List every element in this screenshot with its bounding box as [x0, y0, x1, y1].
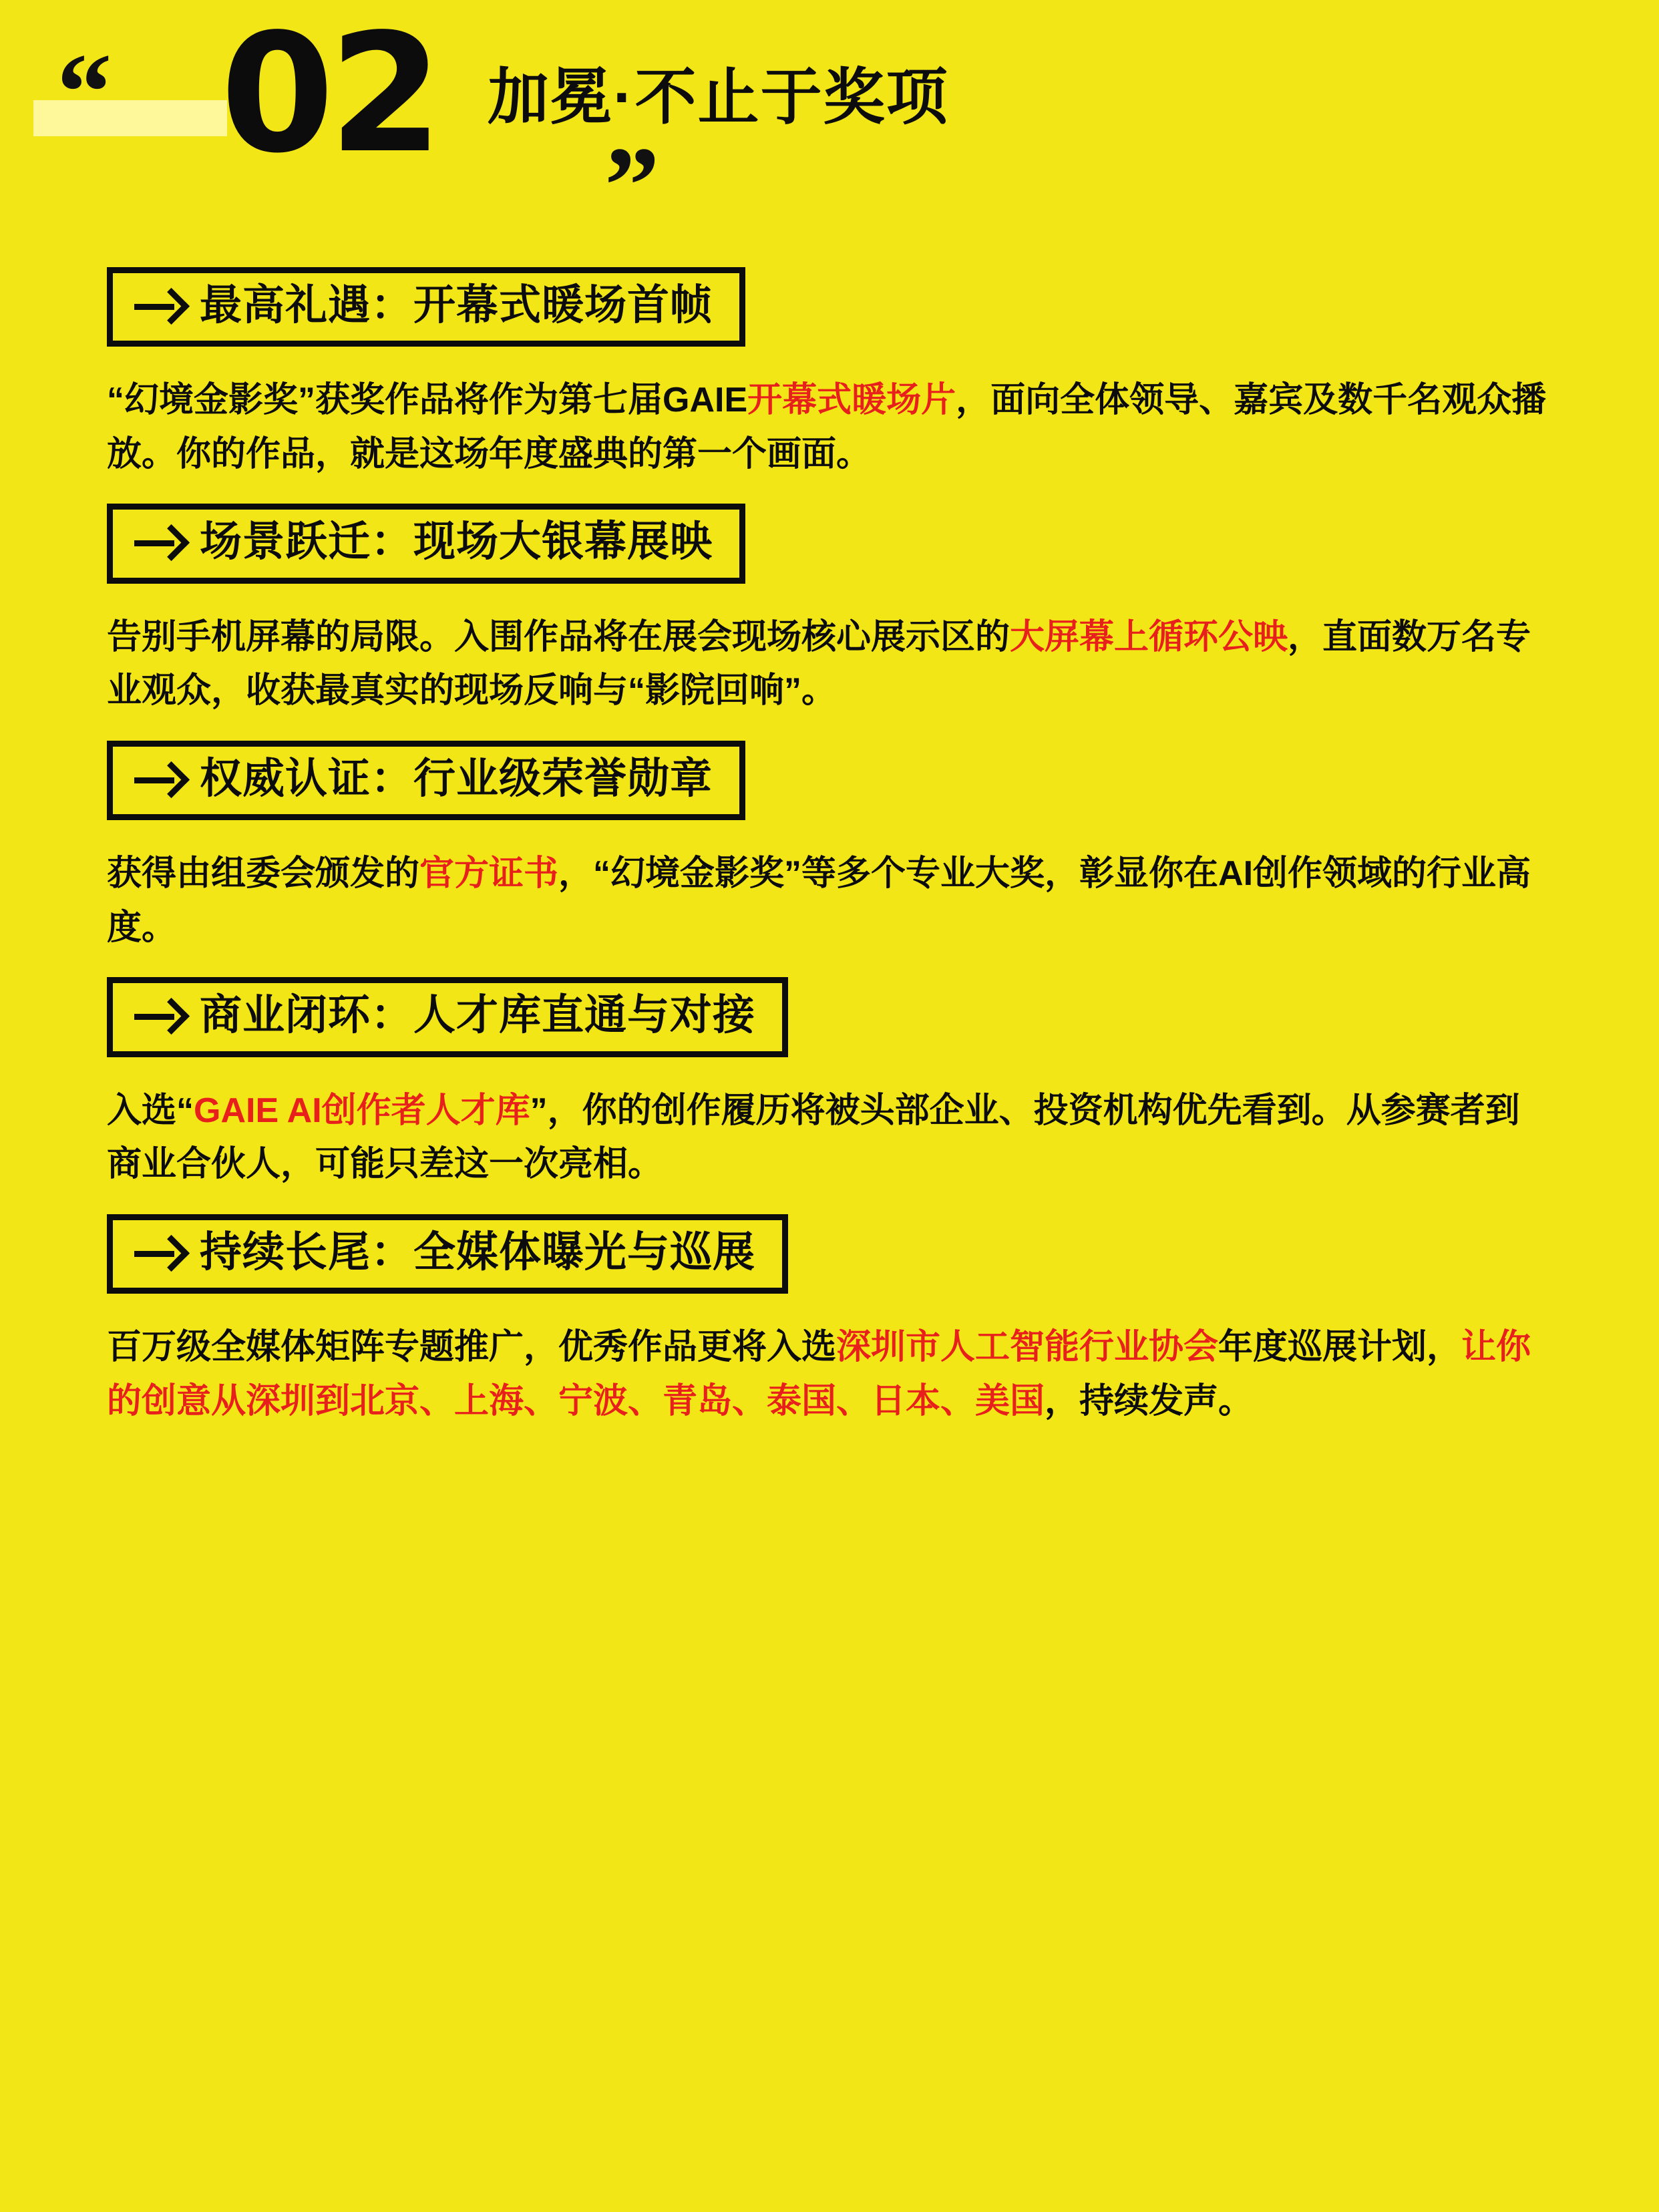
arrow-right-icon	[133, 286, 185, 326]
section-heading	[107, 267, 745, 347]
section-body	[107, 373, 1552, 481]
arrow-right-icon	[133, 522, 185, 562]
arrow-right-icon	[133, 1233, 185, 1273]
body-highlight: 开幕式暖场片	[747, 381, 956, 420]
section-number: 02	[220, 0, 437, 189]
section-body	[107, 1084, 1552, 1191]
section-title: 持续长尾：全媒体曝光与巡展	[200, 1228, 755, 1276]
body-text: ”，你的创作履历将被头部企业、投资机构优先看到。从参赛者到商业合伙人，可能只差这一次亮相。	[107, 1091, 1520, 1184]
section-heading	[107, 504, 745, 583]
section-item	[0, 741, 1659, 954]
body-highlight: 官方证书	[419, 854, 559, 894]
body-text: 告别手机屏幕的局限。入围作品将在展会现场核心展示区的	[107, 617, 1010, 657]
arrow-right-icon	[133, 759, 185, 799]
body-highlight: 让你的创意从深圳到北京、上海、宁波、青岛、泰国、日本、美国	[107, 1328, 1531, 1421]
body-highlight: 深圳市人工智能行业协会	[836, 1328, 1219, 1367]
section-item	[0, 504, 1659, 717]
section-item	[0, 1214, 1659, 1428]
body-text: 百万级全媒体矩阵专题推广，优秀作品更将入选	[107, 1328, 837, 1367]
section-item	[0, 977, 1659, 1191]
body-text: 年度巡展计划，	[1218, 1328, 1462, 1367]
body-text: “幻境金影奖”获奖作品将作为第七届GAIE	[107, 381, 748, 420]
page-title: 加冕·不止于奖项	[488, 63, 949, 132]
section-heading	[107, 977, 788, 1057]
quote-open-mark: “	[57, 31, 108, 153]
body-text: 入选“	[107, 1091, 194, 1130]
body-text: 获得由组委会颁发的	[107, 854, 420, 894]
section-title: 商业闭环：人才库直通与对接	[200, 992, 755, 1039]
section-item	[0, 267, 1659, 481]
sections-container	[0, 267, 1659, 1451]
section-title: 最高礼遇：开幕式暖场首帧	[200, 282, 713, 329]
body-text: ，直面数万名专业观众，收获最真实的现场反响与“影院回响”。	[107, 617, 1531, 711]
section-body	[107, 847, 1552, 954]
body-text: ，“幻境金影奖”等多个专业大奖，彰显你在AI创作领域的行业高度。	[107, 854, 1531, 947]
section-heading	[107, 1214, 788, 1294]
section-body	[107, 1320, 1552, 1428]
body-text: ，持续发声。	[1045, 1381, 1254, 1421]
quote-close-mark: ”	[604, 124, 656, 246]
page-header	[0, 0, 1659, 246]
section-title: 场景跃迁：现场大银幕展映	[200, 518, 713, 566]
body-text: ，面向全体领导、嘉宾及数千名观众播放。你的作品，就是这场年度盛典的第一个画面。	[107, 381, 1547, 474]
arrow-right-icon	[133, 996, 185, 1036]
section-body	[107, 610, 1552, 718]
section-title: 权威认证：行业级荣誉勋章	[200, 755, 713, 802]
section-heading	[107, 741, 745, 820]
body-highlight: 大屏幕上循环公映	[1010, 617, 1288, 657]
body-highlight: GAIE AI创作者人才库	[194, 1091, 530, 1130]
